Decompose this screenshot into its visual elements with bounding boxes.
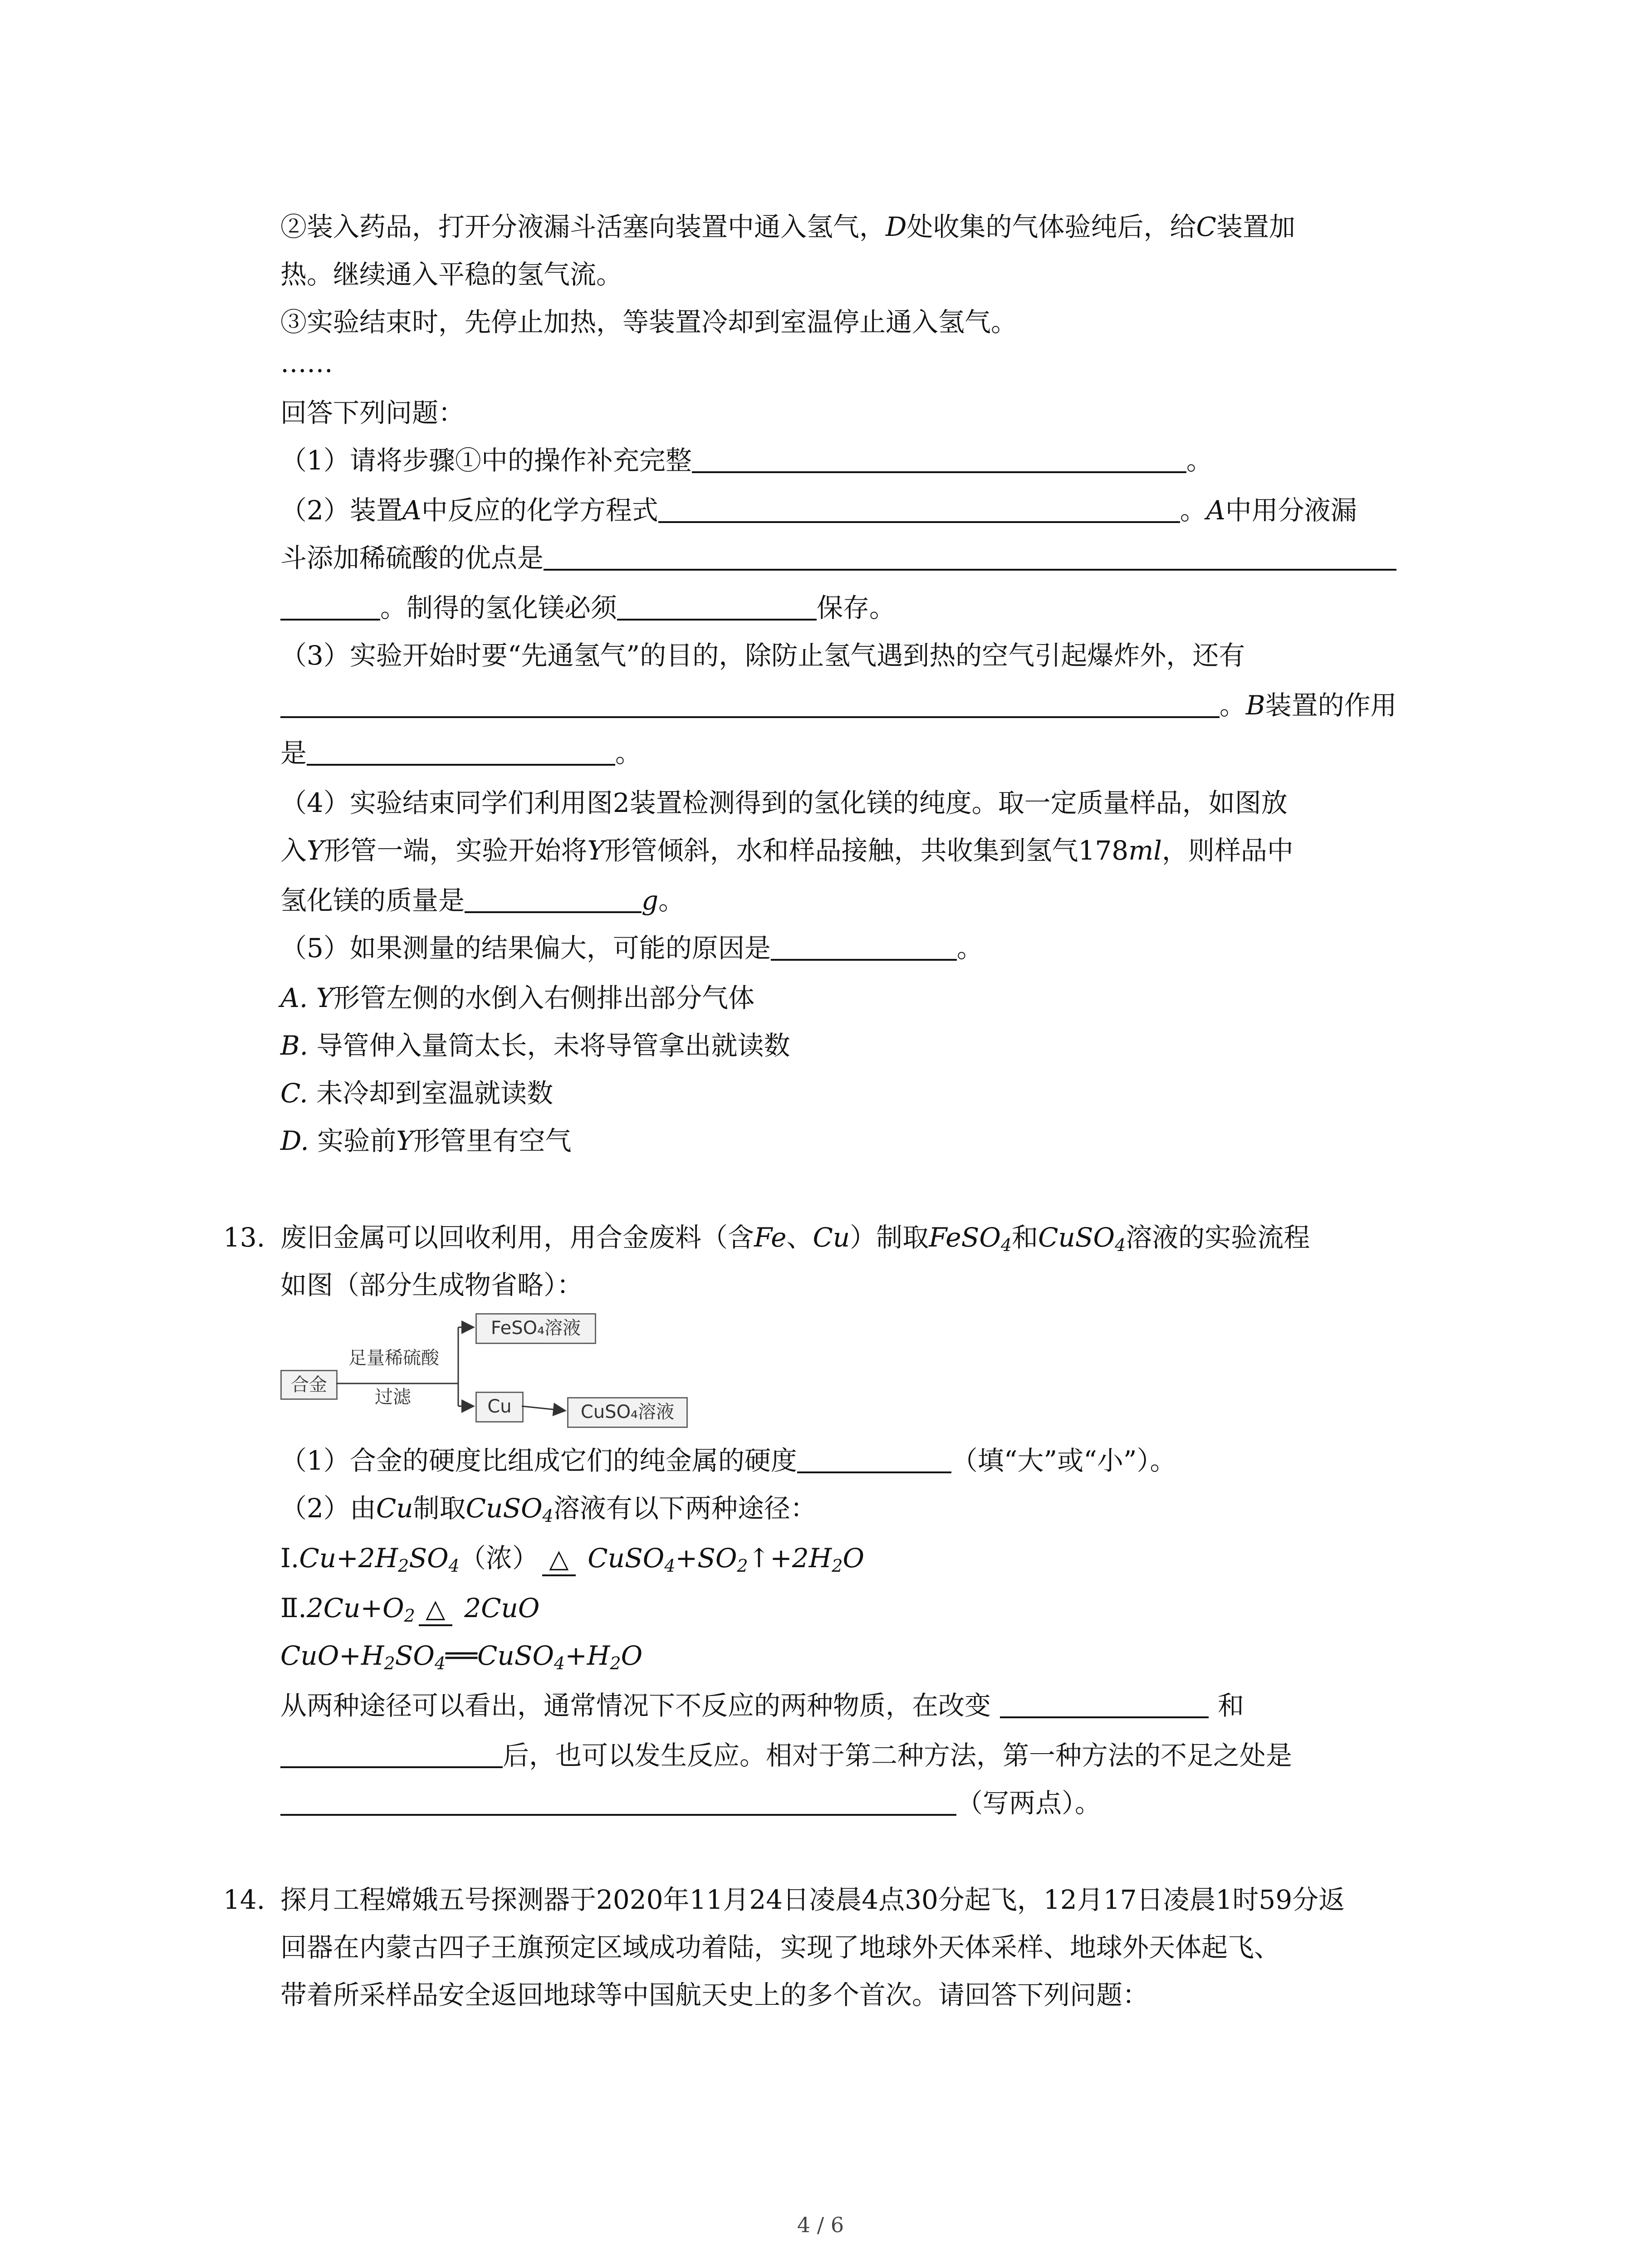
q12-part3-line1: （3）实验开始时要“先通氢气”的目的，除防止氢气遇到热的空气引起爆炸外，还有 (280, 640, 1245, 671)
flow-box-cuso4: CuSO₄溶液 (567, 1397, 688, 1428)
q13-part2: （2）由Cu制取CuSO$_4$溶液有以下两种途径： (280, 1493, 817, 1526)
q13-line1: 废旧金属可以回收利用，用合金废料（含Fe、Cu）制取FeSO$_4$和CuSO$_4$溶液的实验流程 (280, 1222, 1310, 1255)
q13-number: 13. (223, 1222, 265, 1253)
q12-part4-line2: 入Y形管一端，实验开始将Y形管倾斜，水和样品接触，共收集到氢气178ml，则样品中 (280, 835, 1293, 866)
q14-line1: 探月工程嫦娥五号探测器于2020年11月24日凌晨4点30分起飞，12月17日凌晨1时59分返 (280, 1884, 1345, 1915)
q13-conclusion-line3: （写两点）。 (280, 1785, 1101, 1821)
q12-step2-line1: ②装入药品，打开分液漏斗活塞向装置中通入氢气，D处收集的气体验纯后，给C装置加 (280, 211, 1295, 242)
answer-blank[interactable] (1000, 1689, 1209, 1718)
q12-part3-line2: 。B装置的作用 (280, 687, 1397, 723)
q13-equation-3: $CuO+H_2SO_4══CuSO_4+H_2O$ (280, 1640, 643, 1673)
q13-equation-1: $Ⅰ.Cu+2H_2SO_4$（浓） △ $CuSO_4+SO_2↑+2H_2O$ (280, 1540, 864, 1584)
q12-option-a[interactable]: A. Y形管左侧的水倒入右侧排出部分气体 (280, 982, 755, 1013)
q13-conclusion-line2: 后，也可以发生反应。相对于第二种方法，第一种方法的不足之处是 (280, 1737, 1292, 1774)
q12-part3-line3: 是 。 (280, 738, 642, 768)
q12-option-c[interactable]: C. 未冷却到室温就读数 (280, 1078, 554, 1109)
flow-box-feso4: FeSO₄溶液 (475, 1313, 596, 1344)
heat-condition-icon: △ (539, 1540, 579, 1577)
q14-line2: 回器在内蒙古四子王旗预定区域成功着陆，实现了地球外天体采样、地球外天体起飞、 (280, 1932, 1281, 1963)
flow-box-cu: Cu (475, 1392, 524, 1422)
q14-number: 14. (223, 1884, 265, 1915)
q12-step2-line2: 热。继续通入平稳的氢气流。 (280, 259, 623, 290)
flow-filter-label: 过滤 (375, 1387, 411, 1408)
q12-part4-line3: 氢化镁的质量是 g。 (280, 885, 685, 916)
q12-option-b[interactable]: B. 导管伸入量筒太长，未将导管拿出就读数 (280, 1030, 790, 1061)
q12-step3: ③实验结束时，先停止加热，等装置冷却到室温停止通入氢气。 (280, 307, 1018, 337)
heat-condition-icon: △ (415, 1590, 456, 1627)
q12-part2-line1: （2）装置A中反应的化学方程式 。A中用分液漏 (280, 495, 1357, 526)
q12-ellipsis: …… (280, 347, 333, 378)
q12-part2-line3: 。制得的氢化镁必须 保存。 (280, 590, 896, 626)
page-number: 4 / 6 (797, 2213, 844, 2237)
q12-part5: （5）如果测量的结果偏大，可能的原因是 。 (280, 933, 983, 963)
q12-part1: （1）请将步骤①中的操作补充完整 。 (280, 445, 1213, 476)
q13-line2: 如图（部分生成物省略）： (280, 1270, 583, 1300)
q12-part4-line1: （4）实验结束同学们利用图2装置检测得到的氢化镁的纯度。取一定质量样品，如图放 (280, 787, 1288, 818)
flow-box-alloy: 合金 (280, 1370, 338, 1400)
q13-conclusion-line1: 从两种途径可以看出，通常情况下不反应的两种物质，在改变 和 (280, 1690, 1244, 1721)
answer-blank[interactable] (797, 1444, 951, 1473)
q14-line3: 带着所采样品安全返回地球等中国航天史上的多个首次。请回答下列问题： (280, 1980, 1149, 2010)
q12-prompt: 回答下列问题： (280, 397, 465, 428)
answer-blank[interactable] (280, 1787, 956, 1816)
answer-blank[interactable] (280, 1739, 503, 1768)
flow-reagent-label: 足量稀硫酸 (348, 1348, 439, 1369)
q12-part2-line2: 斗添加稀硫酸的优点是 (280, 540, 1396, 576)
q12-option-d[interactable]: D. 实验前Y形管里有空气 (280, 1125, 572, 1156)
q13-equation-2: $Ⅱ.2Cu+O_2$ △ 2CuO (280, 1590, 539, 1634)
q13-part1: （1）合金的硬度比组成它们的纯金属的硬度 （填“大”或“小”）。 (280, 1445, 1176, 1476)
